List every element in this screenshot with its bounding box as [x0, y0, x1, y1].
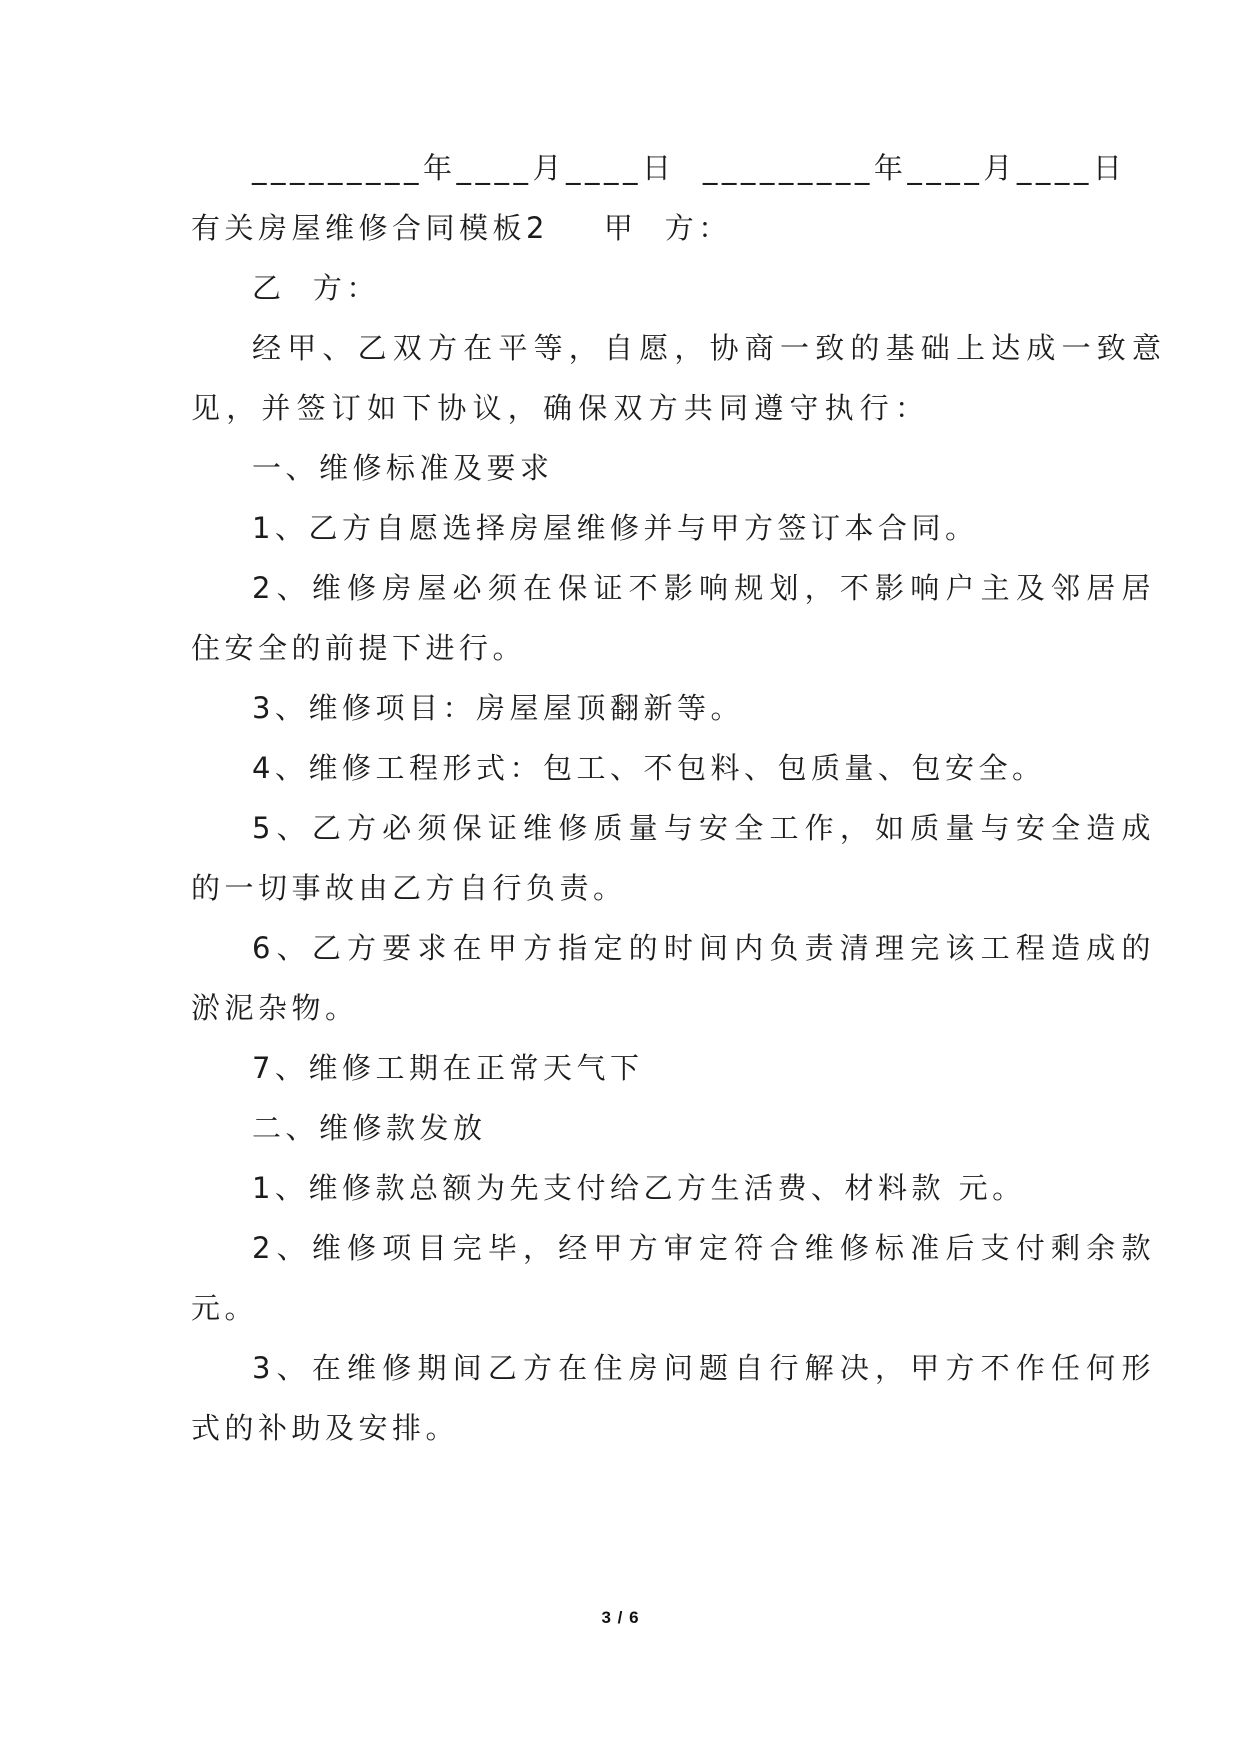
section-2-heading: 二、维修款发放 [252, 1111, 487, 1145]
clause-1-6-line-1: 6、乙方要求在甲方指定的时间内负责清理完该工程造成的 [252, 931, 1157, 965]
clause-1-2-line-2: 住安全的前提下进行。 [191, 631, 527, 665]
clause-2-2-line-1: 2、维修项目完毕，经甲方审定符合维修标准后支付剩余款 [252, 1231, 1157, 1265]
clause-1-3: 3、维修项目：房屋屋顶翻新等。 [252, 691, 744, 725]
party-b-label: 乙 方： [252, 271, 380, 305]
clause-1-4: 4、维修工程形式：包工、不包料、包质量、包安全。 [252, 751, 1046, 785]
clause-1-7: 7、维修工期在正常天气下 [252, 1051, 644, 1085]
page-number: 3 / 6 [601, 1608, 640, 1627]
intro-paragraph-line-1: 经甲、乙双方在平等，自愿，协商一致的基础上达成一致意 [252, 331, 1168, 365]
clause-2-1: 1、维修款总额为先支付给乙方生活费、材料款 元。 [252, 1171, 1026, 1205]
clause-2-3-line-1: 3、在维修期间乙方在住房问题自行解决，甲方不作任何形 [252, 1351, 1157, 1385]
clause-1-6-line-2: 淤泥杂物。 [191, 991, 359, 1025]
signature-date-line: _________年____月____日 _________年____月____日 [252, 151, 1127, 185]
clause-1-5-line-2: 的一切事故由乙方自行负责。 [191, 871, 627, 905]
clause-1-5-line-1: 5、乙方必须保证维修质量与安全工作，如质量与安全造成 [252, 811, 1157, 845]
clause-2-2-line-2: 元。 [191, 1291, 259, 1325]
section-1-heading: 一、维修标准及要求 [252, 451, 554, 485]
clause-2-3-line-2: 式的补助及安排。 [191, 1411, 460, 1445]
clause-1-2-line-1: 2、维修房屋必须在保证不影响规划，不影响户主及邻居居 [252, 571, 1157, 605]
clause-1-1: 1、乙方自愿选择房屋维修并与甲方签订本合同。 [252, 511, 979, 545]
contract-title-line: 有关房屋维修合同模板2 甲 方： [191, 211, 732, 245]
intro-paragraph-line-2: 见，并签订如下协议，确保双方共同遵守执行： [191, 391, 931, 425]
